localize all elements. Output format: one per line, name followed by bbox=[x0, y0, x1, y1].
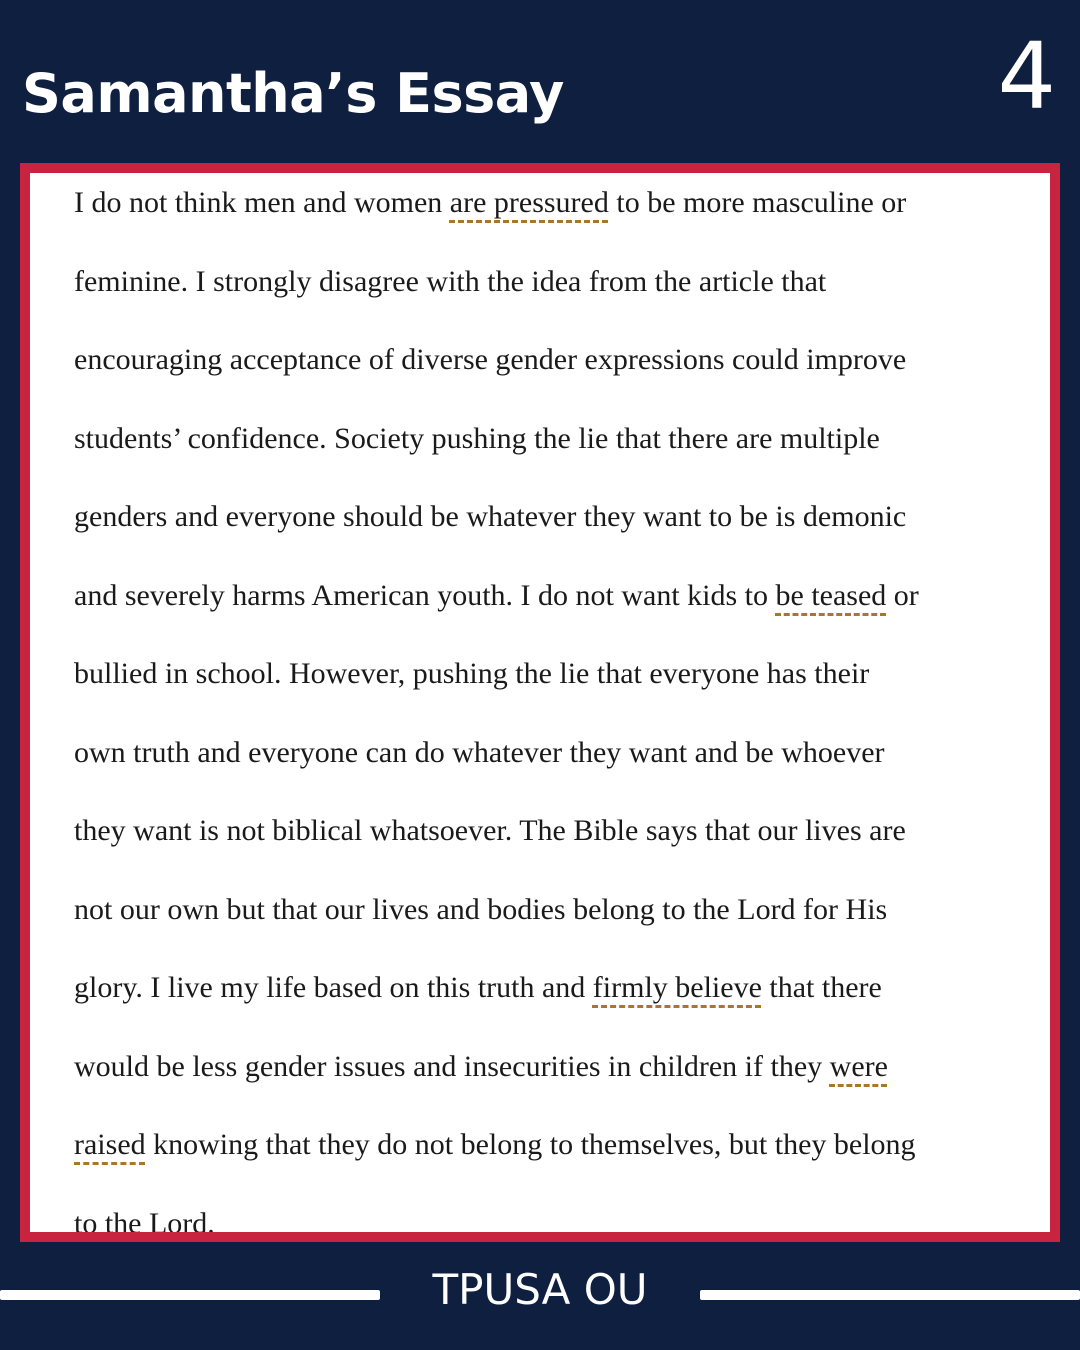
essay-text-segment: and severely harms American youth. I do not want kids to bbox=[74, 579, 776, 612]
essay-line bbox=[74, 654, 869, 694]
essay-line bbox=[74, 1047, 888, 1087]
essay-line bbox=[74, 183, 906, 223]
footer-label: TPUSA OU bbox=[432, 1265, 648, 1314]
essay-line bbox=[74, 890, 887, 930]
essay-text-segment: bullied in school. However, pushing the lie that everyone has their bbox=[74, 657, 870, 690]
essay-line bbox=[74, 262, 826, 302]
essay-text-segment: that there bbox=[761, 971, 882, 1004]
slide-number: 4 bbox=[997, 23, 1056, 130]
essay-page bbox=[30, 173, 1050, 1232]
essay-line bbox=[74, 340, 906, 380]
essay-text-segment: own truth and everyone can do whatever they want and be whoever bbox=[74, 736, 885, 769]
essay-line bbox=[74, 733, 885, 773]
essay-text-segment: feminine. I strongly disagree with the idea from the article that bbox=[74, 265, 827, 298]
essay-line bbox=[74, 497, 906, 537]
essay-text-segment: not our own but that our lives and bodies belong to the Lord for His bbox=[74, 893, 888, 926]
essay-line bbox=[74, 576, 919, 616]
essay-text-segment: to the Lord. bbox=[74, 1207, 215, 1232]
essay-text-segment: to be more masculine or bbox=[608, 186, 907, 219]
essay-text-segment: knowing that they do not belong to themselves, but they belong bbox=[145, 1128, 916, 1161]
grammar-flagged-phrase[interactable]: raised bbox=[74, 1128, 146, 1161]
essay-text-segment: encouraging acceptance of diverse gender expressions could improve bbox=[74, 343, 907, 376]
essay-text-segment: I do not think men and women bbox=[74, 186, 450, 219]
essay-frame bbox=[20, 163, 1060, 1242]
grammar-flagged-phrase[interactable]: were bbox=[829, 1050, 888, 1083]
essay-text-segment: genders and everyone should be whatever they want to be is demonic bbox=[74, 500, 907, 533]
essay-line bbox=[74, 419, 880, 459]
essay-text-segment: glory. I live my life based on this truth and bbox=[74, 971, 593, 1004]
page-title: Samantha’s Essay bbox=[22, 62, 564, 125]
grammar-flagged-phrase[interactable]: are pressured bbox=[449, 186, 609, 219]
footer-divider-right bbox=[700, 1290, 1080, 1300]
essay-text-segment: students’ confidence. Society pushing the lie that there are multiple bbox=[74, 422, 880, 455]
grammar-flagged-phrase[interactable]: firmly believe bbox=[592, 971, 762, 1004]
footer-divider-left bbox=[0, 1290, 380, 1300]
essay-text-segment: they want is not biblical whatsoever. The Bible says that our lives are bbox=[74, 814, 906, 847]
essay-text-segment: would be less gender issues and insecurities in children if they bbox=[74, 1050, 830, 1083]
essay-line bbox=[74, 1125, 916, 1165]
essay-line bbox=[74, 968, 882, 1008]
essay-line bbox=[74, 811, 906, 851]
essay-line bbox=[74, 1204, 215, 1232]
grammar-flagged-phrase[interactable]: be teased bbox=[775, 579, 887, 612]
essay-text-segment: or bbox=[886, 579, 919, 612]
